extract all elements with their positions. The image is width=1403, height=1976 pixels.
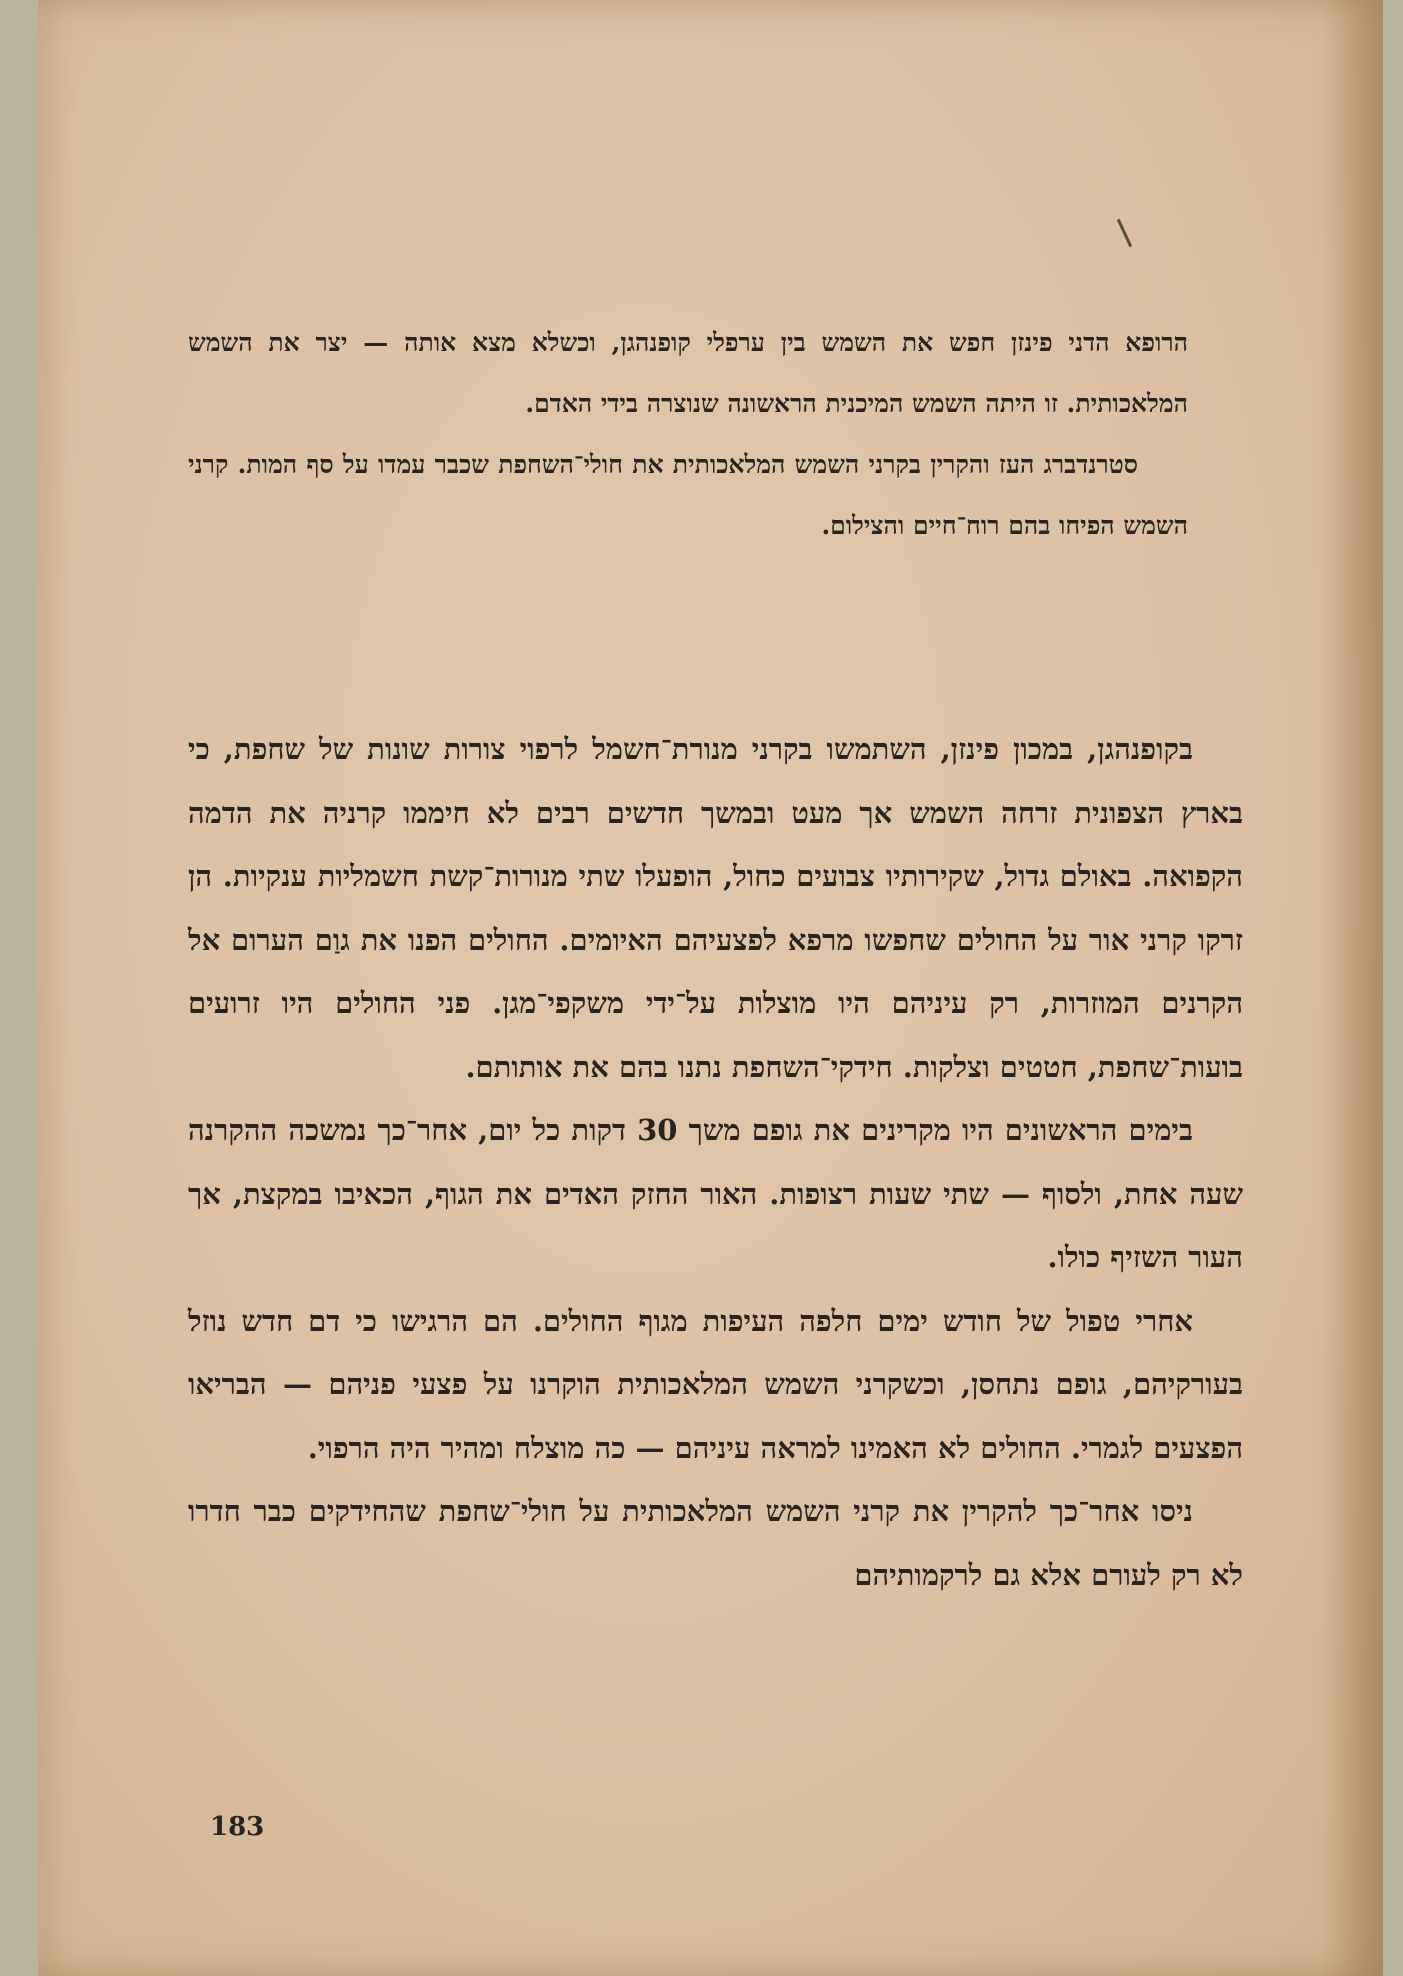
body-text (188, 718, 1243, 1607)
epigraph-quote (188, 312, 1188, 556)
body-paragraph: ניסו אחר־כך להקרין את קרני השמש המלאכותית על חולי־שחפת שהחידקים כבר חדרו לא רק לעורם אלא גם לרקמותיהם (188, 1494, 1243, 1592)
book-page (38, 0, 1383, 1976)
body-paragraph: בקופנהגן, במכון פינזן, השתמשו בקרני מנורת־חשמל לרפוי צורות שונות של שחפת, כי בארץ הצפונית זרחה השמש אך מעט ובמשך חדשים רבים לא חיממו קרניה את הדמה הקפואה. באולם גדול, שקירותיו צבועים כחול, הופעלו שתי מנורות־קשת חשמליות ענקיות. הן זרקו קרני אור על החולים שחפשו מרפא לפצעיהם האיומים. החולים הפנו את גוַם הערום אל הקרנים המוזרות, רק עיניהם היו מוצלות על־ידי משקפי־מגן. פני החולים היו זרועים בועות־שחפת, חטטים וצלקות. חידקי־השחפת נתנו בהם את אותותם. (188, 732, 1243, 1084)
quote-paragraph: הרופא הדני פינזן חפש את השמש בין ערפלי קופנהגן, וכשלא מצא אותה — יצר את השמש המלאכותית. זו היתה השמש המיכנית הראשונה שנוצרה בידי האדם. (188, 328, 1188, 418)
body-paragraph: בימים הראשונים היו מקרינים את גופם משך 30 דקות כל יום, אחר־כך נמשכה ההקרנה שעה אחת, ולסוף — שתי שעות רצופות. האור החזק האדים את הגוף, הכאיבו במקצת, אך העור השזיף כולו. (188, 1113, 1243, 1274)
body-paragraph: אחרי טפול של חודש ימים חלפה העיפות מגוף החולים. הם הרגישו כי דם חדש נוזל בעורקיהם, גופם נתחסן, וכשקרני השמש המלאכותית הוקרנו על פצעי פניהם — הבריאו הפצעים לגמרי. החולים לא האמינו למראה עיניהם — כה מוצלח ומהיר היה הרפוי. (188, 1303, 1243, 1465)
ink-mark (1117, 219, 1132, 247)
page-spine-shadow (1323, 0, 1383, 1976)
quote-paragraph: סטרנדברג העז והקרין בקרני השמש המלאכותית את חולי־השחפת שכבר עמדו על סף המות. קרני השמש הפיחו בהם רוח־חיים והצילום. (188, 450, 1188, 540)
page-number: 183 (210, 1812, 265, 1842)
